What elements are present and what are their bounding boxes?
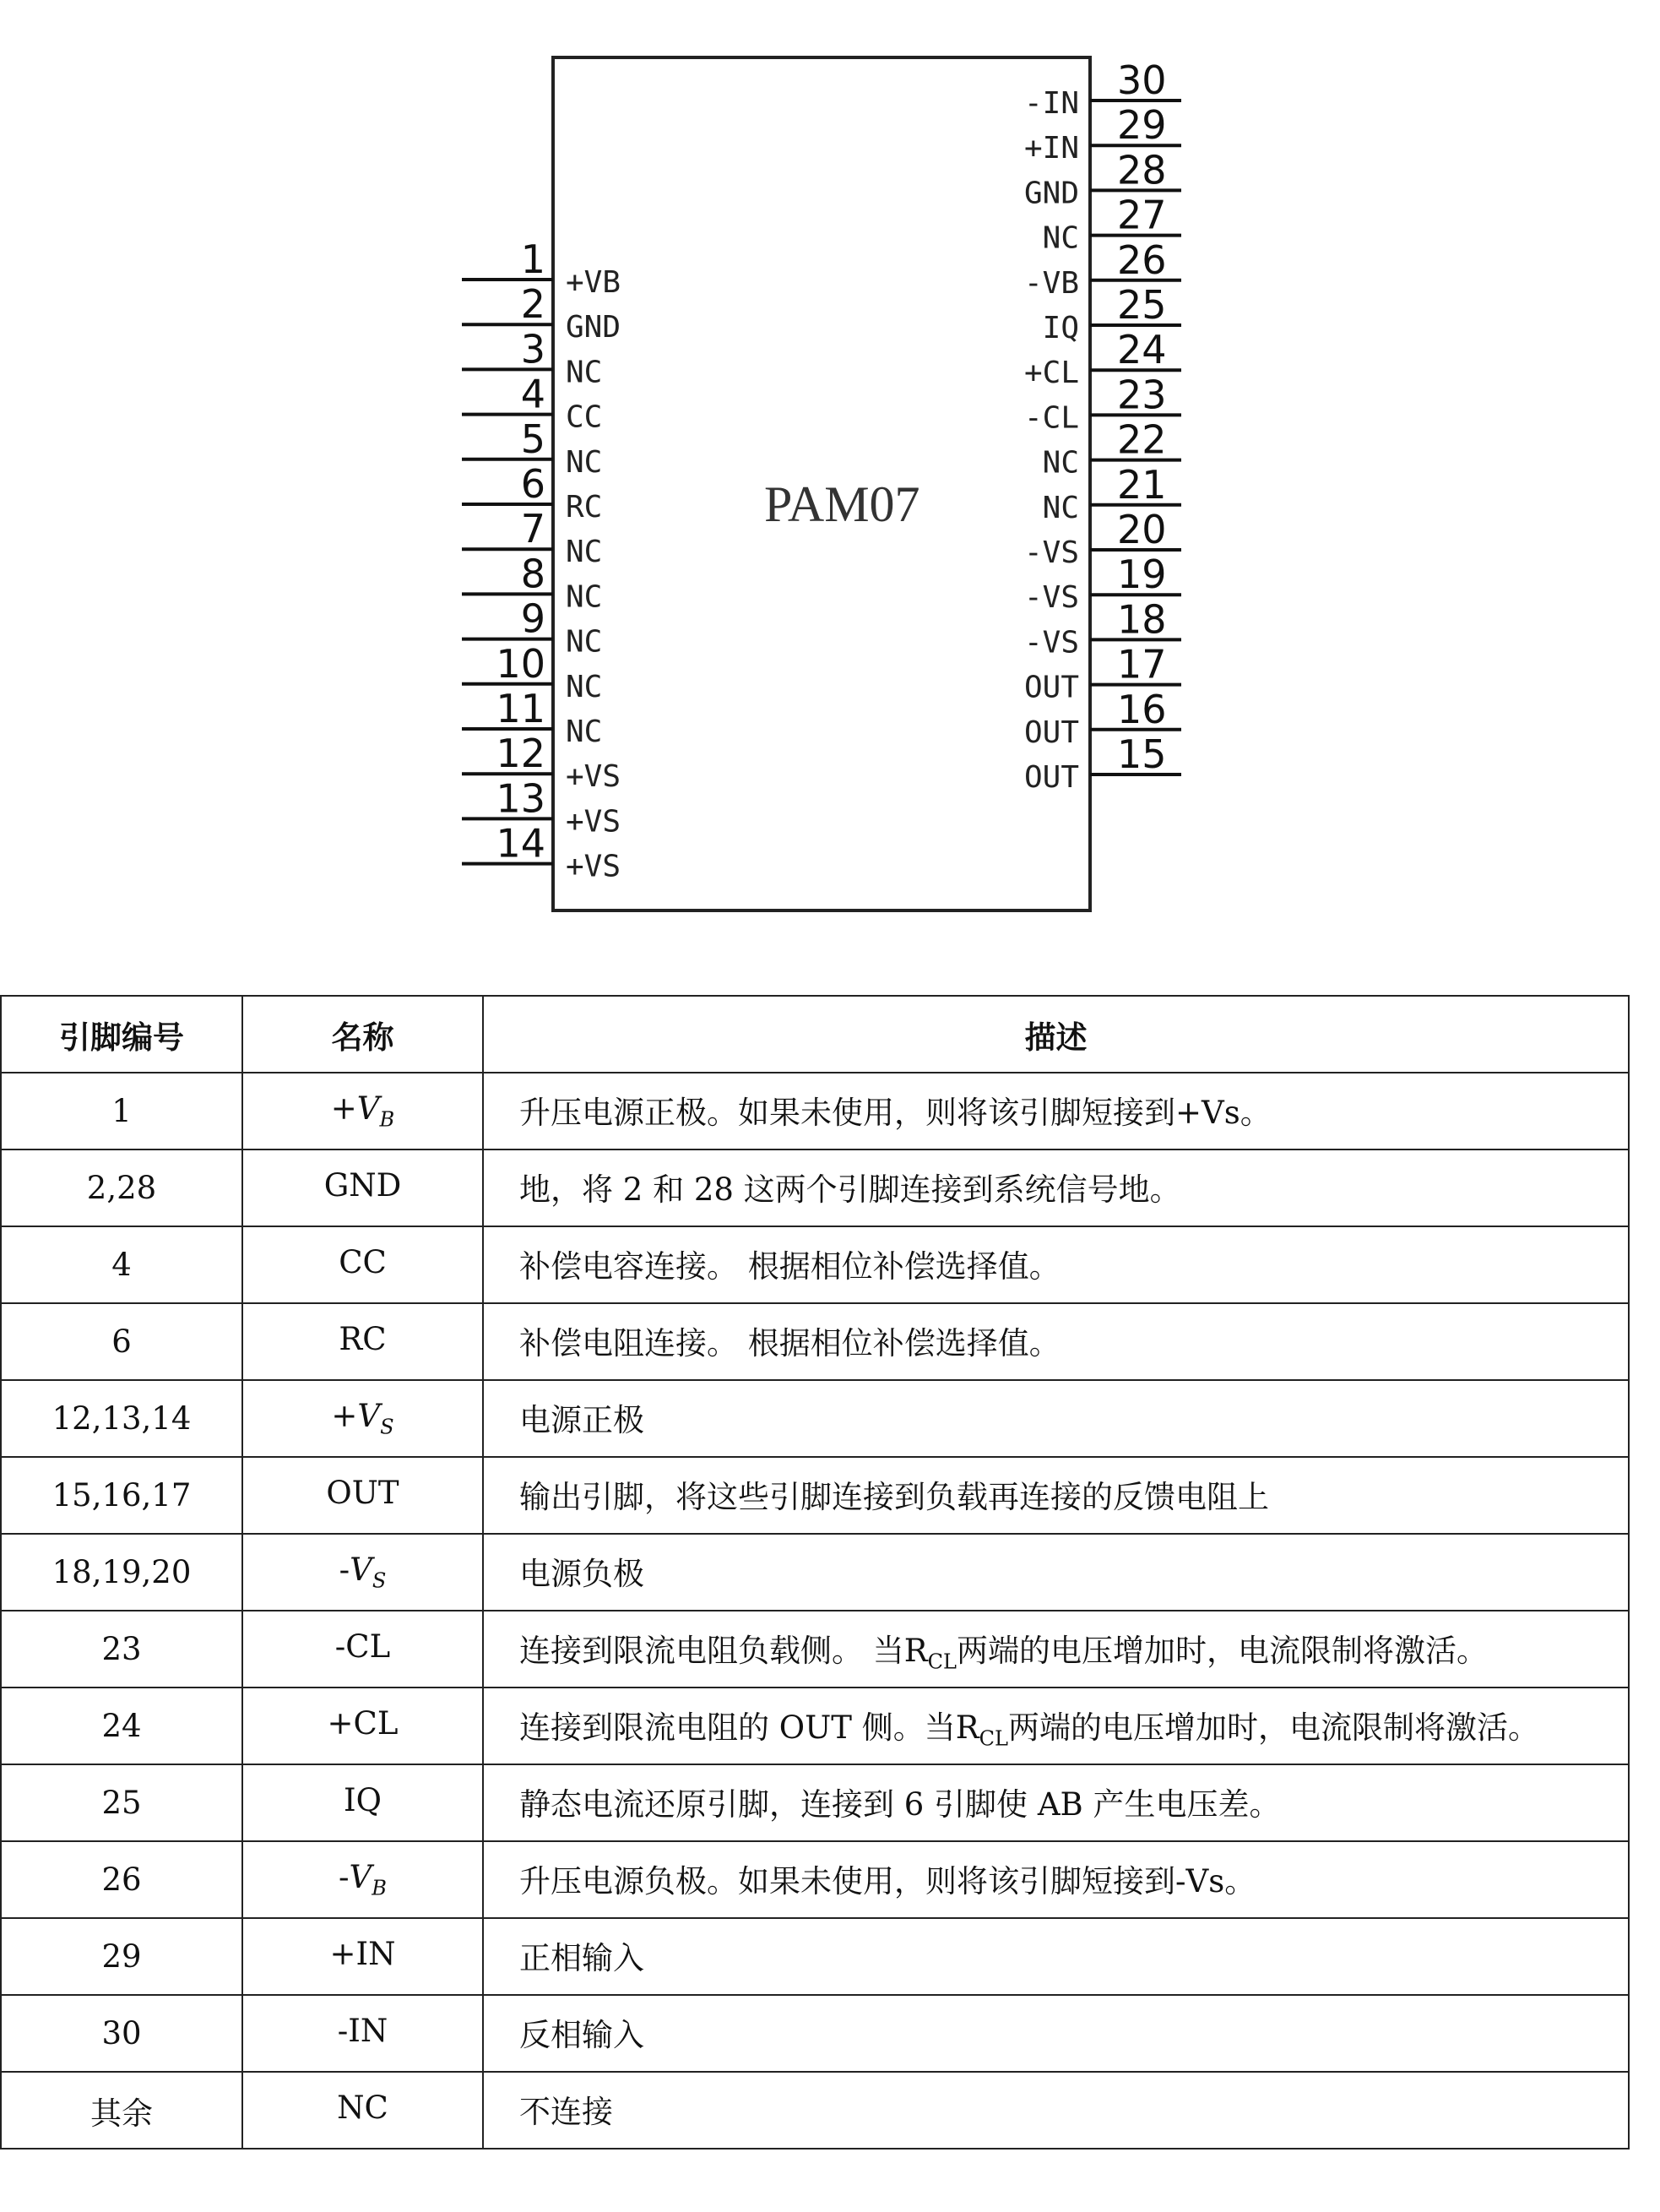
pin-label: -VS [1023, 580, 1079, 616]
pin-number-cell: 15,16,17 [1, 1457, 242, 1534]
pin-name-cell [242, 1534, 483, 1611]
pin-number-cell: 12,13,14 [1, 1380, 242, 1457]
pin-name-cell [242, 1688, 483, 1764]
desc-text: 升压电源正极。如果未使用，则将该引脚短接到+Vs。 [519, 1094, 1272, 1131]
pin-name-cell [242, 1918, 483, 1995]
pin-number: 24 [1117, 327, 1167, 373]
pin-label: NC [566, 624, 603, 660]
pin-label: -CL [1023, 400, 1079, 436]
pin-name-cell [242, 1764, 483, 1841]
table-row [1, 2072, 1629, 2149]
desc-text: 连接到限流电阻的 OUT 侧。当 [519, 1709, 956, 1746]
desc-text: 补偿电阻连接。 根据相位补偿选择值。 [519, 1324, 1061, 1361]
pin-number: 16 [1117, 686, 1167, 732]
pin-label: OUT [1023, 670, 1079, 705]
table-row [1, 1995, 1629, 2072]
pin-label: GND [566, 310, 621, 345]
name-prefix: +IN [329, 1936, 396, 1973]
pin-description-cell [483, 1918, 1629, 1995]
pin-label: +VB [566, 265, 621, 300]
pin-label: +VS [566, 849, 621, 884]
pin-number: 27 [1117, 192, 1167, 238]
desc-text: 电源负极 [519, 1555, 644, 1592]
name-prefix: GND [323, 1167, 402, 1204]
table-body [1, 1073, 1629, 2149]
pin-label: +CL [1023, 356, 1079, 391]
pin-name-cell [242, 1380, 483, 1457]
pin-number: 12 [496, 731, 545, 777]
pin-label: NC [1042, 445, 1079, 481]
table-row [1, 1764, 1629, 1841]
pin-description-cell [483, 2072, 1629, 2149]
pin-name-cell [242, 1611, 483, 1688]
pin-number: 21 [1117, 461, 1167, 508]
pin-label: +VS [566, 759, 621, 795]
pin-label: -VB [1023, 265, 1079, 301]
pin-number: 5 [520, 416, 545, 462]
name-symbol: V [350, 1552, 372, 1589]
name-prefix: +CL [327, 1705, 399, 1742]
pin-label: RC [566, 490, 603, 524]
pin-number-cell: 4 [1, 1226, 242, 1303]
pin-name-cell [242, 1995, 483, 2072]
table-header-row [1, 996, 1629, 1073]
pin-label: NC [1042, 490, 1079, 525]
name-prefix: OUT [326, 1475, 399, 1512]
pin-name-cell [242, 1226, 483, 1303]
pin-number: 20 [1117, 507, 1167, 552]
name-symbol: V [357, 1398, 381, 1435]
desc-text: 正相输入 [519, 1939, 644, 1976]
pin-number-cell: 24 [1, 1688, 242, 1764]
pin-number: 13 [496, 775, 545, 822]
pin-name-cell [242, 1457, 483, 1534]
pin-label: GND [1023, 176, 1079, 211]
pin-number-cell: 26 [1, 1841, 242, 1918]
pin-number: 7 [520, 506, 545, 552]
right-pin-group [1024, 57, 1181, 795]
desc-text: 升压电源负极。如果未使用，则将该引脚短接到-Vs。 [519, 1862, 1256, 1899]
pin-number: 11 [496, 686, 545, 731]
pin-number: 2 [520, 281, 545, 328]
pin-number-cell: 1 [1, 1073, 242, 1149]
pin-number: 14 [496, 820, 545, 867]
header-name: 名称 [242, 996, 483, 1073]
pin-number-cell: 25 [1, 1764, 242, 1841]
pin-number: 22 [1117, 416, 1167, 463]
pin-label: NC [566, 669, 603, 704]
pin-description-cell [483, 1149, 1629, 1226]
pin-description-cell [483, 1457, 1629, 1534]
desc-text: 输出引脚，将这些引脚连接到负载再连接的反馈电阻上 [519, 1478, 1269, 1515]
pin-name-cell [242, 1073, 483, 1149]
table-row [1, 1918, 1629, 1995]
name-prefix: - [339, 1552, 350, 1589]
pin-name-cell [242, 1841, 483, 1918]
header-description: 描述 [483, 996, 1629, 1073]
name-prefix: CC [339, 1244, 387, 1281]
table-row [1, 1611, 1629, 1688]
pin-label: NC [1042, 220, 1079, 256]
pin-number: 19 [1117, 552, 1167, 598]
pin-name-cell [242, 2072, 483, 2149]
pin-label: CC [566, 399, 603, 435]
pin-label: -VS [1023, 625, 1079, 660]
name-symbol: V [356, 1090, 380, 1128]
pin-label: OUT [1023, 760, 1079, 795]
name-prefix: -IN [337, 2013, 388, 2050]
pin-number: 1 [520, 236, 545, 282]
pin-label: +IN [1023, 131, 1079, 166]
table-row [1, 1303, 1629, 1380]
pin-number: 30 [1117, 57, 1167, 103]
pin-description-cell [483, 1380, 1629, 1457]
name-prefix: + [330, 1090, 357, 1128]
pin-number-cell: 23 [1, 1611, 242, 1688]
pin-label: NC [566, 444, 603, 480]
pin-number-cell: 29 [1, 1918, 242, 1995]
left-pin-group [462, 236, 621, 884]
desc-text-after: 两端的电压增加时，电流限制将激活。 [957, 1632, 1488, 1669]
name-prefix: RC [339, 1321, 387, 1358]
pin-description-cell [483, 1611, 1629, 1688]
name-prefix: IQ [344, 1782, 382, 1819]
table-row [1, 1841, 1629, 1918]
desc-text: 电源正极 [519, 1401, 644, 1438]
pin-label: OUT [1023, 715, 1079, 750]
name-prefix: -CL [334, 1628, 391, 1666]
pin-description-cell [483, 1841, 1629, 1918]
table-row [1, 1457, 1629, 1534]
name-subscript: S [380, 1415, 394, 1439]
pin-label: NC [566, 579, 603, 615]
pin-number-cell: 30 [1, 1995, 242, 2072]
pin-label: +VS [566, 804, 621, 840]
name-prefix: - [339, 1859, 350, 1896]
pin-number: 9 [520, 595, 545, 642]
table-row [1, 1534, 1629, 1611]
pin-description-cell [483, 1534, 1629, 1611]
pin-name-cell [242, 1303, 483, 1380]
desc-text: 补偿电容连接。 根据相位补偿选择值。 [519, 1247, 1061, 1285]
name-subscript: B [379, 1107, 395, 1132]
pin-number: 3 [520, 326, 545, 372]
desc-text-after: 两端的电压增加时，电流限制将激活。 [1007, 1709, 1539, 1746]
table-row [1, 1073, 1629, 1149]
name-subscript: S [372, 1568, 387, 1593]
table-row [1, 1226, 1629, 1303]
pin-label: IQ [1042, 311, 1079, 345]
pin-description-cell [483, 1764, 1629, 1841]
pin-number: 17 [1117, 641, 1167, 688]
pin-description-cell [483, 1995, 1629, 2072]
pin-description-table [0, 995, 1630, 2149]
pin-number-cell: 6 [1, 1303, 242, 1380]
ic-title: PAM07 [764, 476, 920, 532]
desc-symbol: R [903, 1632, 928, 1669]
pin-number: 29 [1117, 102, 1167, 149]
pin-number: 6 [520, 461, 545, 507]
table-row [1, 1149, 1629, 1226]
desc-text: 不连接 [519, 2093, 613, 2130]
name-prefix: NC [337, 2090, 388, 2127]
pin-number-cell: 2,28 [1, 1149, 242, 1226]
desc-text: 反相输入 [519, 2016, 644, 2053]
pin-name-cell [242, 1149, 483, 1226]
name-prefix: + [331, 1398, 358, 1435]
name-subscript: B [372, 1876, 387, 1900]
header-pin-number: 引脚编号 [1, 996, 242, 1073]
desc-text: 静态电流还原引脚，连接到 6 引脚使 AB 产生电压差。 [519, 1785, 1281, 1823]
ic-pinout-diagram [0, 0, 1660, 946]
pin-number: 8 [520, 551, 545, 597]
pin-number: 28 [1117, 147, 1167, 193]
pin-description-cell [483, 1303, 1629, 1380]
pin-number-cell: 其余 [1, 2072, 242, 2149]
pin-label: -VS [1023, 535, 1079, 570]
pin-description-cell [483, 1226, 1629, 1303]
pin-description-cell [483, 1688, 1629, 1764]
desc-text: 连接到限流电阻负载侧。 当 [519, 1632, 904, 1669]
pin-label: NC [566, 715, 603, 749]
table-row [1, 1380, 1629, 1457]
pin-label: NC [566, 355, 603, 390]
desc-subscript: CL [979, 1726, 1008, 1751]
pin-number: 10 [496, 640, 545, 687]
desc-subscript: CL [927, 1649, 957, 1674]
pin-label: NC [566, 535, 603, 570]
pin-number: 23 [1117, 372, 1167, 418]
pin-number: 25 [1117, 282, 1167, 328]
name-symbol: V [349, 1859, 372, 1896]
pin-number: 4 [520, 371, 545, 417]
desc-text: 地，将 2 和 28 这两个引脚连接到系统信号地。 [519, 1171, 1181, 1208]
table-row [1, 1688, 1629, 1764]
pin-number: 15 [1117, 731, 1167, 777]
pin-number: 26 [1117, 236, 1167, 283]
pin-label: -IN [1023, 86, 1079, 121]
pin-number: 18 [1117, 596, 1167, 643]
pin-number-cell: 18,19,20 [1, 1534, 242, 1611]
desc-symbol: R [955, 1709, 979, 1746]
pin-description-cell [483, 1073, 1629, 1149]
